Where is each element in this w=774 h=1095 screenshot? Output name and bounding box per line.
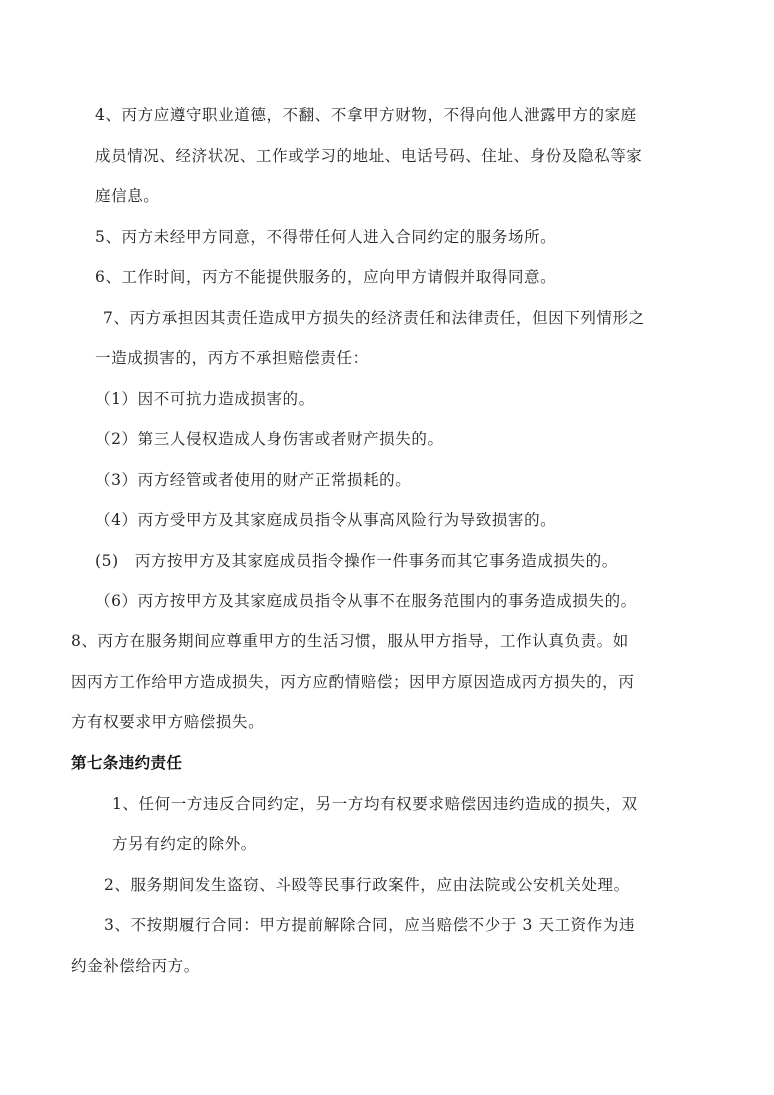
section-item-1-line-1: 1、任何一方违反合同约定，另一方均有权要求赔偿因违约造成的损失，双 <box>112 795 638 813</box>
clause-4-line-2: 成员情况、经济状况、工作或学习的地址、电话号码、住址、身份及隐私等家 <box>95 147 643 165</box>
clause-7-item-1: （1）因不可抗力造成损害的。 <box>95 390 315 408</box>
clause-7-item-4: （4）丙方受甲方及其家庭成员指令从事高风险行为导致损害的。 <box>95 511 557 529</box>
clause-5: 5、丙方未经甲方同意，不得带任何人进入合同约定的服务场所。 <box>95 228 557 246</box>
clause-8-line-2: 因丙方工作给甲方造成损失，丙方应酌情赔偿；因甲方原因造成丙方损失的，丙 <box>71 673 635 691</box>
section-item-1-line-2: 方另有约定的除外。 <box>112 835 257 853</box>
clause-7-item-2: （2）第三人侵权造成人身伤害或者财产损失的。 <box>95 430 444 448</box>
clause-7-item-3: （3）丙方经管或者使用的财产正常损耗的。 <box>95 471 412 489</box>
section-item-3-line-1: 3、不按期履行合同：甲方提前解除合同，应当赔偿不少于 3 天工资作为违 <box>104 916 636 934</box>
clause-4-line-3: 庭信息。 <box>95 187 160 205</box>
clause-7-item-6: （6）丙方按甲方及其家庭成员指令从事不在服务范围内的事务造成损失的。 <box>95 592 637 610</box>
section-item-2: 2、服务期间发生盗窃、斗殴等民事行政案件，应由法院或公安机关处理。 <box>104 876 630 894</box>
section-item-3-line-2: 约金补偿给丙方。 <box>71 957 200 975</box>
section-title: 第七条违约责任 <box>71 754 183 772</box>
clause-7-line-2: 一造成损害的，丙方不承担赔偿责任： <box>95 349 369 367</box>
clause-7-line-1: 7、丙方承担因其责任造成甲方损失的经济责任和法律责任，但因下列情形之 <box>103 309 645 327</box>
clause-8-line-3: 方有权要求甲方赔偿损失。 <box>71 713 265 731</box>
clause-8-line-1: 8、丙方在服务期间应尊重甲方的生活习惯，服从甲方指导，工作认真负责。如 <box>71 632 629 650</box>
clause-4-line-1: 4、丙方应遵守职业道德，不翻、不拿甲方财物，不得向他人泄露甲方的家庭 <box>95 106 637 124</box>
clause-7-item-5: (5) 丙方按甲方及其家庭成员指令操作一件事务而其它事务造成损失的。 <box>95 552 618 570</box>
clause-6: 6、工作时间，丙方不能提供服务的，应向甲方请假并取得同意。 <box>95 268 557 286</box>
